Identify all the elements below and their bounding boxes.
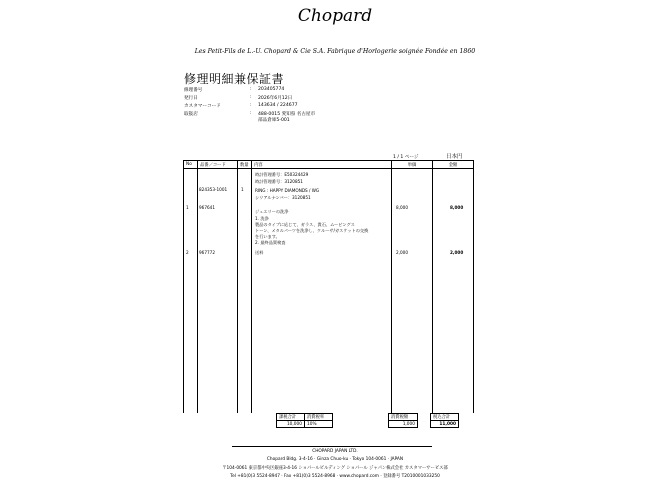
customer-code-value: 143634 / 224677	[258, 103, 298, 108]
description-line: RING : HAPPY DIAMONDS / WG	[255, 188, 320, 193]
document-title: 修理明細兼保証書	[184, 72, 285, 86]
brand-logo: Chopard	[297, 6, 373, 26]
summary-value-row	[277, 421, 459, 428]
description-line: 送料	[255, 250, 264, 255]
unit-price: 2,000	[396, 250, 408, 255]
description-line: 2. 最終品質検査	[255, 240, 286, 245]
quantity: 1	[241, 187, 244, 192]
footer-company: CHOPARD JAPAN LTD.	[312, 449, 358, 454]
colon: :	[250, 87, 252, 92]
header-code: 品番／コード	[198, 161, 238, 169]
summary-table	[276, 413, 459, 428]
description-line: を行います。	[255, 234, 280, 239]
description-line: 時計管理番号：3120851	[255, 179, 303, 184]
description-line: トーン、メタルパーツを洗浄し、クルーサ/ガスケットの交換	[255, 228, 369, 233]
item-code-secondary: 967641	[199, 205, 215, 210]
customer-code-label: カスタマーコード	[184, 104, 221, 109]
colon: :	[250, 95, 252, 100]
colon: :	[250, 103, 252, 108]
description-line: シリアルナンバー：3120851	[255, 195, 311, 200]
tax-label: 消費税額	[389, 414, 418, 421]
footer-divider	[232, 446, 432, 447]
item-code: 824353-1001	[199, 187, 228, 192]
header-qty: 数量	[238, 161, 252, 169]
tax-rate-label: 消費税率	[305, 414, 333, 421]
store-address-line1: 488-0015 愛知県 名古屋市	[258, 112, 316, 117]
issue-date-label: 発行日	[184, 96, 198, 101]
tax-value: 1,000	[389, 421, 418, 428]
row-number: 1	[186, 205, 189, 210]
description-line: 1. 洗浄	[255, 216, 269, 221]
currency-label: 日本円	[446, 154, 463, 160]
issue-date-value: 2026年6月12日	[258, 96, 293, 101]
description-line: 製品のタイプに応じて、ガラス、貴石、ムービングス	[255, 222, 355, 227]
items-table	[183, 160, 474, 413]
total-value: 11,000	[431, 421, 459, 428]
line-amount: 2,000	[450, 250, 464, 255]
subtotal-label: 課税合計	[277, 414, 305, 421]
summary-label-row	[277, 414, 459, 421]
colon: :	[250, 111, 252, 116]
row-number: 2	[186, 250, 189, 255]
header-unit-price: 単価	[392, 161, 433, 169]
unit-price: 8,000	[396, 205, 408, 210]
line-amount: 8,000	[450, 205, 464, 210]
item-code: 967772	[199, 250, 215, 255]
description-line: ジュエリーの洗浄	[255, 209, 289, 214]
header-no: No	[184, 161, 198, 169]
page-indicator: 1 / 1 ページ	[393, 155, 419, 160]
footer-address-en: Chopard Bldg. 3-4-16 · Ginza Chuo-ku · Tokyo 104-0061 · JAPAN	[266, 457, 404, 462]
footer-address-jp: 〒104-0061 東京都中央区銀座3-4-16 ショパールビルディング ショパール ジャパン株式会社 カスタマーサービス部	[222, 466, 448, 471]
header-description: 内容	[252, 161, 392, 169]
description-line: 時計管理番号：E50324429	[255, 172, 309, 177]
tax-rate-value: 10%	[305, 421, 333, 428]
header-amount: 金額	[433, 161, 474, 169]
table-header-row	[184, 161, 474, 169]
store-address-line2: 部品倉庫5-001	[258, 118, 290, 123]
total-label: 税込合計	[431, 414, 459, 421]
brand-tagline: Les Petit-Fils de L.-U. Chopard & Cie S.A. Fabrique d'Horlogerie soignée Fondée en 1860	[194, 48, 476, 55]
repair-number-label: 修理番号	[184, 88, 203, 93]
subtotal-value: 10,000	[277, 421, 305, 428]
repair-number-value: 203405774	[258, 87, 285, 92]
footer-contact: Tel +81(0)3 5524-8947 · Fax +81(0)3 5524-8968 · www.chopard.com · 登録番号 T2010001033250	[230, 474, 440, 479]
store-label: 取扱店	[184, 112, 198, 117]
